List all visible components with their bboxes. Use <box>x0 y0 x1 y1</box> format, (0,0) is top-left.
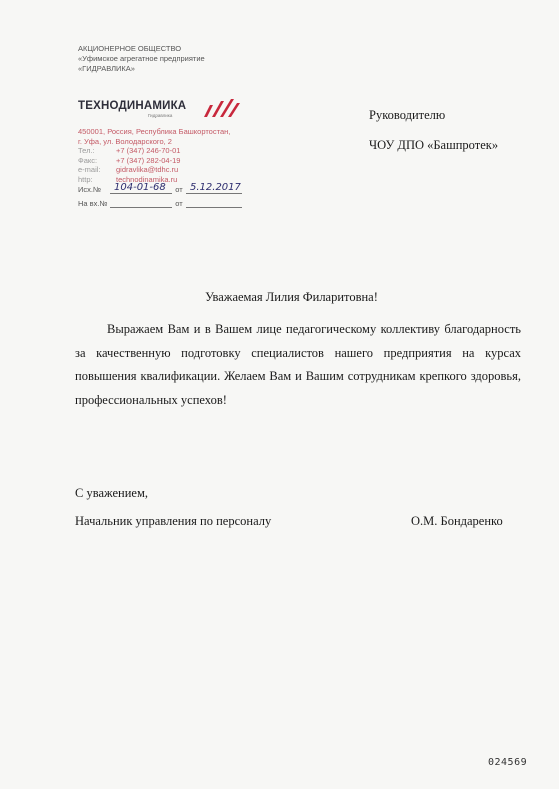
outgoing-date-label: от <box>175 185 183 194</box>
contact-value: +7 (347) 246-70-01 <box>116 146 181 156</box>
contact-label: Тел.: <box>78 146 95 156</box>
closing: С уважением, <box>75 486 148 500</box>
incoming-number-label: На вх.№ <box>78 199 108 208</box>
incoming-date-label: от <box>175 199 183 208</box>
contact-value: 450001, Россия, Республика Башкортостан, <box>78 127 231 136</box>
incoming-date-field <box>186 197 242 208</box>
contact-value: gidravlika@tdhc.ru <box>116 165 179 175</box>
contact-value: +7 (347) 282-04-19 <box>116 155 181 165</box>
brand-logo-icon <box>202 98 242 118</box>
outgoing-date-field <box>186 183 242 194</box>
incoming-number-field <box>110 197 172 208</box>
outgoing-number-field <box>110 183 172 194</box>
contact-row <box>78 156 258 166</box>
recipient-title: Руководителю <box>369 108 446 122</box>
salutation: Уважаемая Лилия Филаритовна! <box>205 290 378 304</box>
contact-row <box>78 146 258 156</box>
brand-logo-block <box>78 98 248 120</box>
outgoing-number-label: Исх.№ <box>78 185 102 194</box>
company-line: АКЦИОНЕРНОЕ ОБЩЕСТВО <box>78 44 182 53</box>
brand-name: ТЕХНОДИНАМИКА <box>78 100 187 112</box>
reference-block <box>78 183 242 211</box>
signer-name: О.М. Бондаренко <box>411 514 503 528</box>
contact-row <box>78 137 258 147</box>
brand-subtitle: Гидравлика <box>148 113 173 118</box>
contact-value: г. Уфа, ул. Володарского, 2 <box>78 136 172 146</box>
company-line: «Уфимское агрегатное предприятие <box>78 54 205 63</box>
recipient-organization: ЧОУ ДПО «Башпротек» <box>369 138 499 152</box>
letter-body: Выражаем Вам и в Вашем лице педагогическому коллективу благодарность за качественную подготовку специалистов нашего предприятия на курсах повышения квалификации. Желаем Вам и Вашим сотрудникам крепкого здоровья, профессиональных успехов! <box>75 322 521 407</box>
company-line: «ГИДРАВЛИКА» <box>78 64 135 73</box>
contact-label: e-mail: <box>78 165 101 175</box>
contact-label: http: <box>78 174 93 184</box>
contact-label: Факс: <box>78 155 98 165</box>
contact-row <box>78 127 258 137</box>
outgoing-number-value: 104-01-68 <box>114 182 166 193</box>
serial-number: 024569 <box>488 757 528 768</box>
signer-position: Начальник управления по персоналу <box>75 514 272 528</box>
contact-value: technodinamika.ru <box>116 174 178 184</box>
recipient-block <box>369 108 498 168</box>
letterhead-company <box>78 44 258 74</box>
incoming-ref-row <box>78 197 242 208</box>
contact-block <box>78 127 258 185</box>
outgoing-date-value: 5.12.2017 <box>190 182 241 193</box>
contact-row <box>78 165 258 175</box>
outgoing-ref-row <box>78 183 242 194</box>
